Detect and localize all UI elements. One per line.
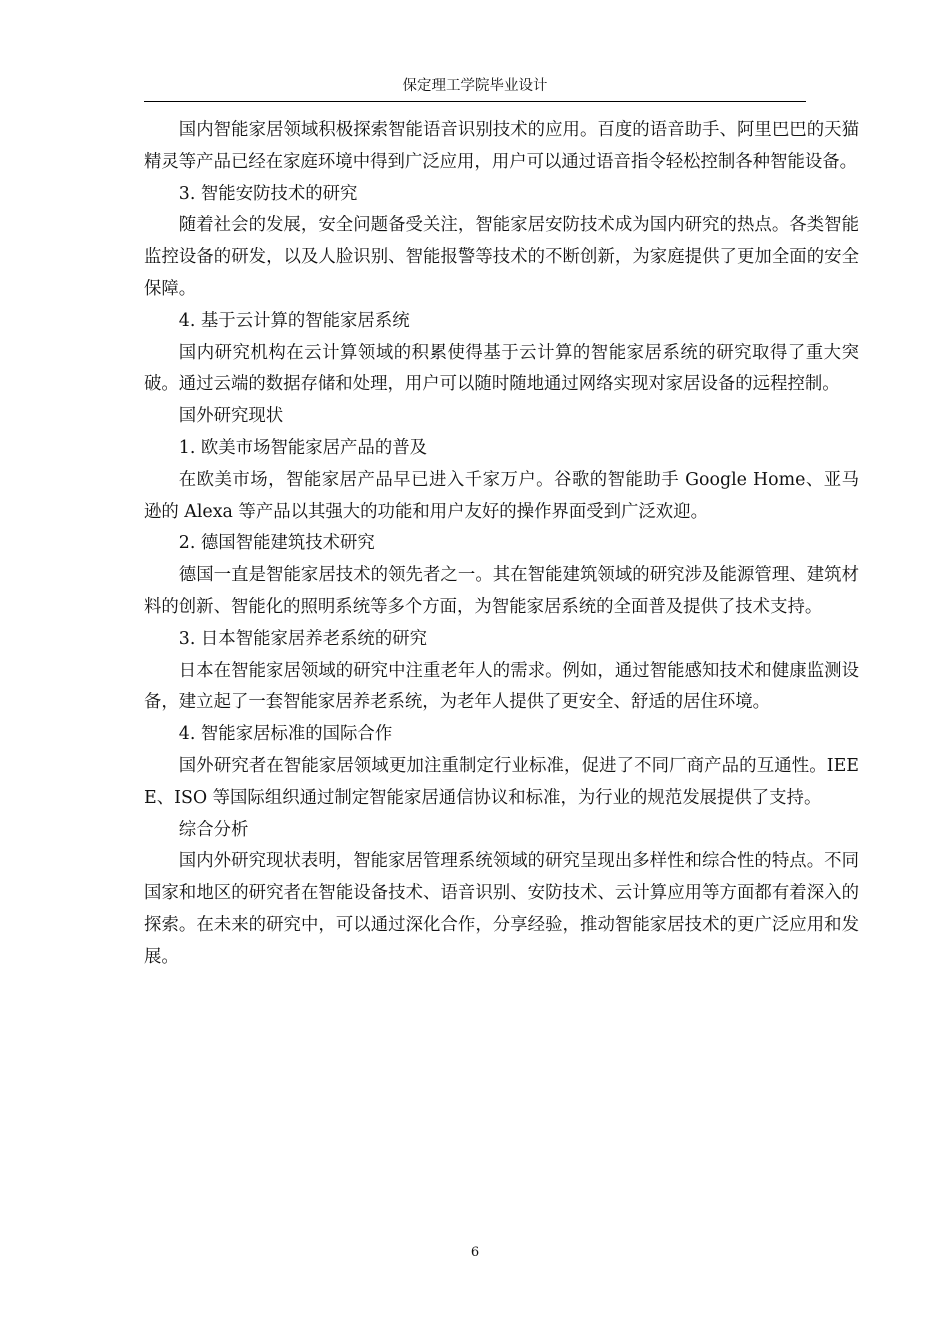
paragraph-japan: 日本在智能家居领域的研究中注重老年人的需求。例如，通过智能感知技术和健康监测设备，建立起了一套智能家居养老系统，为老年人提供了更安全、舒适的居住环境。 [144, 660, 859, 713]
page-header: 保定理工学院毕业设计 [144, 76, 806, 102]
subheading-europe-america: 1. 欧美市场智能家居产品的普及 [178, 437, 427, 458]
paragraph-germany: 德国一直是智能家居技术的领先者之一。其在智能建筑领域的研究涉及能源管理、建筑材料的创新、智能化的照明系统等多个方面，为智能家居系统的全面普及提供了技术支持。 [144, 565, 859, 617]
subheading-smart-security: 3. 智能安防技术的研究 [178, 183, 358, 204]
section-heading-analysis: 综合分析 [178, 819, 249, 840]
paragraph-smart-security: 随着社会的发展，安全问题备受关注，智能家居安防技术成为国内研究的热点。各类智能监控设备的研发，以及人脸识别、智能报警等技术的不断创新，为家庭提供了更加全面的安全保障。 [144, 215, 859, 299]
paragraph-cloud-computing: 国内研究机构在云计算领域的积累使得基于云计算的智能家居系统的研究取得了重大突破。通过云端的数据存储和处理，用户可以随时随地通过网络实现对家居设备的远程控制。 [144, 342, 859, 395]
paragraph-europe-america: 在欧美市场，智能家居产品早已进入千家万户。谷歌的智能助手 Google Home、亚马逊的 Alexa 等产品以其强大的功能和用户友好的操作界面受到广泛欢迎。 [144, 469, 859, 522]
subheading-international-standards: 4. 智能家居标准的国际合作 [178, 724, 393, 745]
body-text [144, 115, 859, 974]
paragraph-analysis: 国内外研究现状表明，智能家居管理系统领域的研究呈现出多样性和综合性的特点。不同国家和地区的研究者在智能设备技术、语音识别、安防技术、云计算应用等方面都有着深入的探索。在未来的研究中，可以通过深化合作，分享经验，推动智能家居技术的更广泛应用和发展。 [144, 851, 859, 967]
subheading-japan: 3. 日本智能家居养老系统的研究 [178, 628, 427, 649]
subheading-germany: 2. 德国智能建筑技术研究 [178, 533, 375, 554]
paragraph-international-standards: 国外研究者在智能家居领域更加注重制定行业标准，促进了不同厂商产品的互通性。IEEE、ISO 等国际组织通过制定智能家居通信协议和标准，为行业的规范发展提供了支持。 [144, 755, 859, 808]
section-heading-foreign-research: 国外研究现状 [178, 406, 284, 427]
page-number: 6 [470, 1245, 480, 1260]
paragraph-speech-recognition-domestic: 国内智能家居领域积极探索智能语音识别技术的应用。百度的语音助手、阿里巴巴的天猫精灵等产品已经在家庭环境中得到广泛应用，用户可以通过语音指令轻松控制各种智能设备。 [144, 120, 859, 172]
subheading-cloud-computing: 4. 基于云计算的智能家居系统 [178, 310, 410, 331]
